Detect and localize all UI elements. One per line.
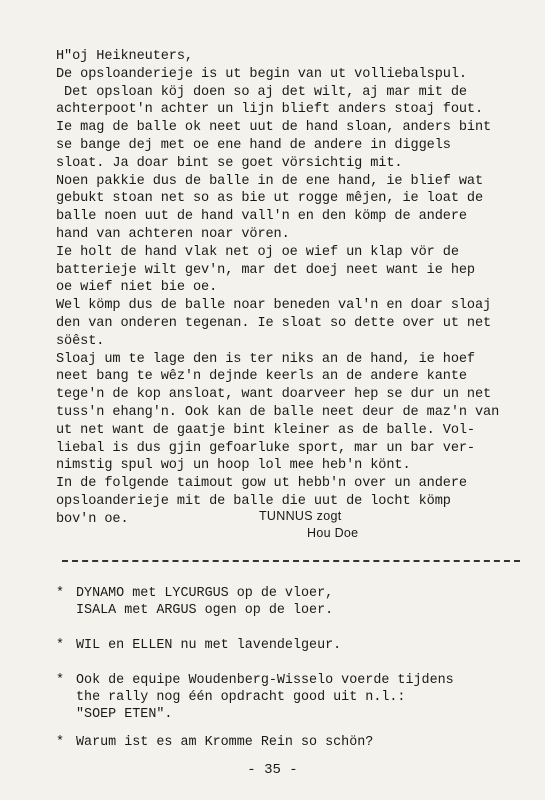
letter-line: tege'n de kop ansloat, want doarveer hep se dur un net (56, 387, 492, 403)
note-line: WIL en ELLEN nu met lavendelgeur. (76, 638, 342, 653)
signature-name: Hou Doe (307, 526, 359, 540)
letter-line: De opsloanderieje is ut begin van ut volliebalspul. (56, 66, 467, 82)
note-line: ISALA met ARGUS ogen op de loer. (76, 602, 334, 618)
letter-line: bov'n oe. (56, 511, 129, 527)
letter-line: nimstig spul woj un hoop lol mee heb'n könt. (56, 458, 411, 474)
letter-line: Det opsloan köj doen so aj det wilt, aj mar mit de (56, 84, 467, 100)
letter-line: Noen pakkie dus de balle in de ene hand, ie blief wat (56, 173, 484, 189)
letter-line: achterpoot'n achter un lijn blieft anders stoaj fout. (56, 102, 484, 118)
note-line: DYNAMO met LYCURGUS op de vloer, (76, 586, 334, 601)
page-number: - 35 - (247, 762, 298, 778)
letter-line: den van onderen tegenan. Ie sloat so dette over ut net (56, 315, 492, 331)
note-line: Warum ist es am Kromme Rein so schön? (76, 735, 374, 750)
letter-line: Sloaj um te lage den is ter niks an de hand, ie hoef (56, 351, 475, 367)
letter-line: Ie mag de balle ok neet uut de hand sloan, anders bint (56, 120, 492, 136)
note-line: "SOEP ETEN". (76, 706, 173, 722)
asterisk-bullet: * (56, 586, 65, 601)
letter-line: gebukt stoan net so as bie ut rogge mêjen, ie loat de (56, 191, 484, 207)
dashed-divider (62, 560, 520, 562)
note-item (56, 638, 341, 655)
asterisk-bullet: * (56, 735, 65, 750)
note-line: the rally nog één opdracht good uit n.l.: (76, 689, 406, 705)
asterisk-bullet: * (56, 673, 65, 688)
letter-line: hand van achteren noar vören. (56, 226, 290, 242)
letter-line: oe wief niet bie oe. (56, 280, 218, 296)
letter-line: liebal is dus gjin gefoarluke sport, mar un bar ver- (56, 440, 475, 456)
letter-line: ut net want de gaatje bint kleiner as de balle. Vol- (56, 422, 475, 438)
note-item (56, 735, 373, 752)
letter-line: neet bang te wêz'n dejnde keerls an de andere kante (56, 369, 467, 385)
letter-line: söêst. (56, 333, 105, 349)
note-item (56, 673, 454, 723)
note-line: Ook de equipe Woudenberg-Wisselo voerde tijdens (76, 673, 454, 688)
letter-line: tuss'n ehang'n. Ook kan de balle neet deur de maz'n van (56, 404, 500, 420)
letter-line: sloat. Ja doar bint se goet vörsichtig mit. (56, 155, 403, 171)
note-item (56, 586, 333, 620)
letter-line: In de folgende taimout gow ut hebb'n over un andere (56, 476, 467, 492)
letter-line: opsloanderieje mit de balle die uut de locht kömp (56, 493, 451, 509)
letter-line: batterieje wilt gev'n, mar det doej neet want ie hep (56, 262, 475, 278)
signature: TUNNUS zogt (259, 509, 342, 523)
letter-line: H"oj Heikneuters, (56, 49, 193, 64)
letter-body (56, 48, 499, 529)
letter-line: Wel kömp dus de balle noar beneden val'n en doar sloaj (56, 298, 492, 314)
letter-line: se bange dej met oe ene hand de andere in diggels (56, 137, 451, 153)
letter-line: Ie holt de hand vlak net oj oe wief un klap vör de (56, 244, 459, 260)
letter-line: balle noen uut de hand vall'n en den kömp de andere (56, 209, 467, 225)
asterisk-bullet: * (56, 638, 65, 653)
